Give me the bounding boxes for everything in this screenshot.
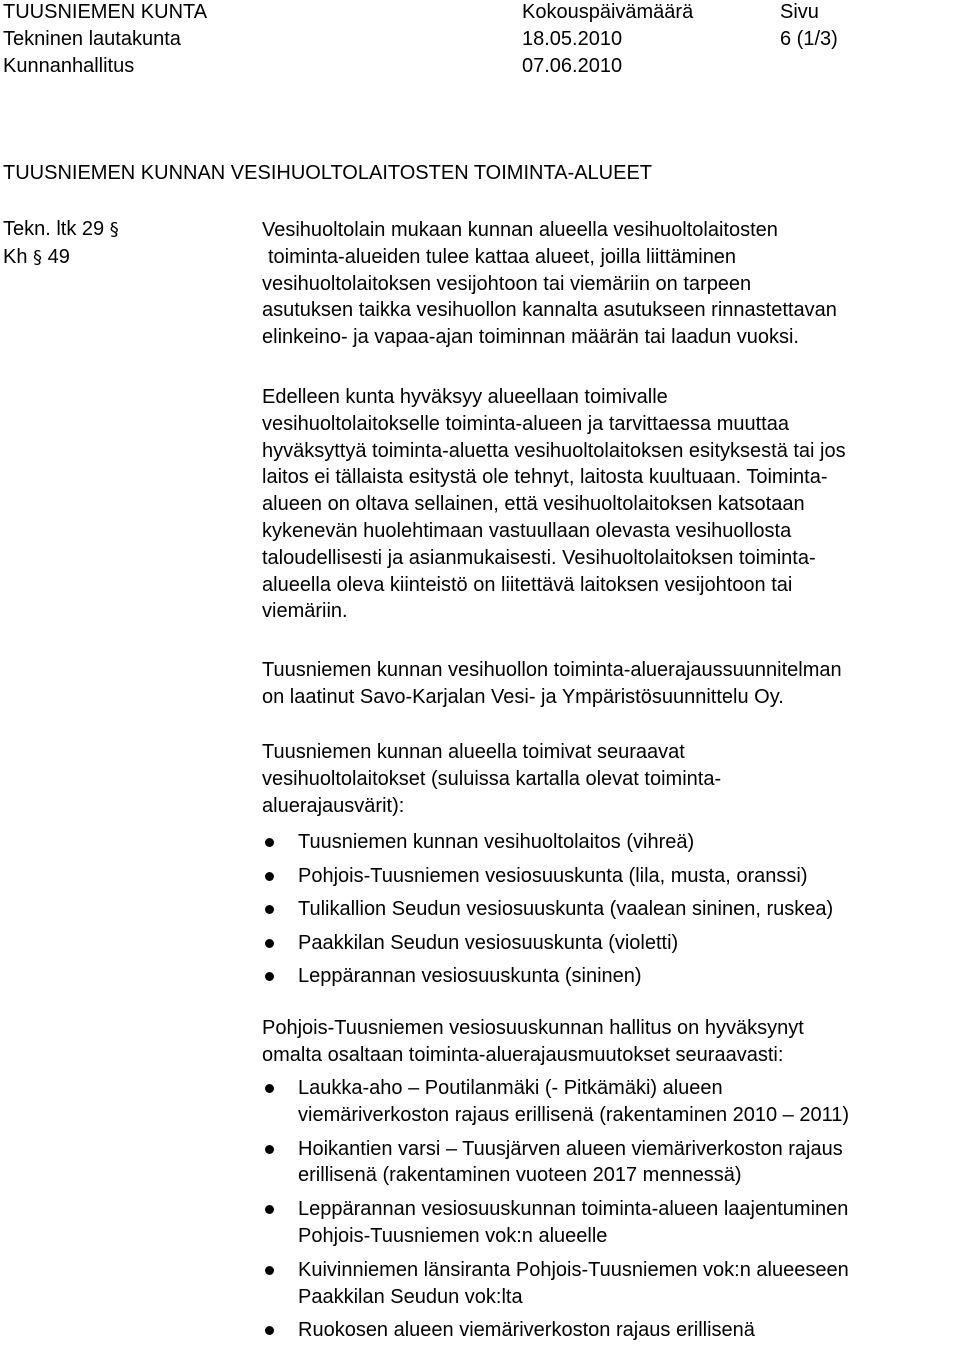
bullet-icon: [265, 872, 274, 881]
paragraph-5: [262, 1015, 956, 1069]
text-line: alueen on oltava sellainen, että vesihuoltolaitoksen katsotaan: [262, 493, 805, 516]
changes-list: [262, 1075, 956, 1344]
section-sign-icon: §: [109, 219, 119, 240]
section-sign-icon: §: [33, 247, 43, 268]
text-line: Pohjois-Tuusniemen vesiosuuskunnan hallitus on hyväksynyt: [262, 1017, 804, 1039]
bullet-icon: [265, 1145, 274, 1154]
bullet-icon: [265, 939, 274, 948]
bullet-icon: [265, 972, 274, 981]
bullet-icon: [265, 1326, 274, 1335]
meeting-date-label: Kokouspäivämäärä: [522, 1, 694, 23]
text-line: Edelleen kunta hyväksyy alueellaan toimivalle: [262, 386, 668, 408]
list-item: Laukka-aho – Poutilanmäki (- Pitkämäki) alueen viemäriverkoston rajaus erillisenä (rakentaminen 2010 – 2011): [262, 1075, 956, 1129]
text-line: viemäriin.: [262, 600, 348, 623]
list-item: Paakkilan Seudun vesiosuuskunta (violetti): [262, 927, 956, 961]
bullet-icon: [265, 905, 274, 914]
utilities-list: [262, 826, 956, 994]
text-line: toiminta-alueiden tulee kattaa alueet, joilla liittäminen: [268, 245, 737, 268]
list-item: Tuusniemen kunnan vesihuoltolaitos (vihreä): [262, 826, 956, 860]
paragraph-3: [262, 657, 956, 711]
text-line: alueella oleva kiinteistö on liitettävä laitoksen vesijohtoon tai: [262, 573, 793, 596]
bullet-icon: [265, 1084, 274, 1093]
text-line: vesihuoltolaitoksen vesijohtoon tai viemäriin on tarpeen: [262, 272, 752, 295]
meeting-date-1: 18.05.2010: [522, 28, 623, 50]
text-line: asutuksen taikka vesihuollon kannalta asutukseen rinnastettavan: [262, 299, 837, 322]
text-line: taloudellisesti ja asianmukaisesti. Vesihuoltolaitoksen toiminta-: [262, 546, 816, 569]
list-item: Tulikallion Seudun vesiosuuskunta (vaalean sininen, ruskea): [262, 893, 956, 927]
text-line: on laatinut Savo-Karjalan Vesi- ja Ympäristösuunnittelu Oy.: [262, 685, 784, 708]
text-line: Vesihuoltolain mukaan kunnan alueella vesihuoltolaitosten: [262, 219, 778, 241]
reference-tekn-ltk: [3, 217, 119, 242]
paragraph-2: [262, 384, 956, 625]
bullet-icon: [265, 1266, 274, 1275]
list-item: Ruokosen alueen viemäriverkoston rajaus erillisenä: [262, 1317, 956, 1344]
document-title: TUUSNIEMEN KUNNAN VESIHUOLTOLAITOSTEN TOIMINTA-ALUEET: [3, 162, 652, 184]
paragraph-4: [262, 739, 956, 819]
list-item: Leppärannan vesiosuuskunta (sininen): [262, 960, 956, 994]
text-line: laitos ei tällaista esitystä ole tehnyt, laitosta kuultuaan. Toiminta-: [262, 466, 828, 489]
reference-number: 49: [47, 246, 70, 268]
board-name-1: Tekninen lautakunta: [3, 28, 181, 50]
reference-body: Tekn. ltk 29: [3, 218, 105, 240]
board-name-2: Kunnanhallitus: [3, 55, 135, 77]
text-line: kykenevän huolehtimaan vastuullaan olevasta vesihuollosta: [262, 519, 792, 542]
text-line: omalta osaltaan toiminta-aluerajausmuutokset seuraavasti:: [262, 1043, 784, 1066]
bullet-icon: [265, 838, 274, 847]
text-line: vesihuoltolaitokselle toiminta-alueen ja tarvittaessa muuttaa: [262, 412, 789, 435]
paragraph-1: [262, 217, 956, 351]
text-line: aluerajausvärit):: [262, 794, 405, 817]
municipality-name: TUUSNIEMEN KUNTA: [3, 1, 208, 23]
bullet-icon: [265, 1205, 274, 1214]
meeting-date-2: 07.06.2010: [522, 55, 623, 77]
text-line: elinkeino- ja vapaa-ajan toiminnan määrän tai laadun vuoksi.: [262, 326, 799, 349]
text-line: hyväksyttyä toiminta-aluetta vesihuoltolaitoksen esityksestä tai jos: [262, 439, 846, 462]
page-number: 6 (1/3): [780, 28, 838, 50]
list-item: Pohjois-Tuusniemen vesiosuuskunta (lila, musta, oranssi): [262, 860, 956, 894]
list-item: Kuivinniemen länsiranta Pohjois-Tuusniemen vok:n alueeseen Paakkilan Seudun vok:lta: [262, 1257, 956, 1311]
list-item: Hoikantien varsi – Tuusjärven alueen viemäriverkoston rajaus erillisenä (rakentaminen vuoteen 2017 mennessä): [262, 1136, 956, 1190]
text-line: Tuusniemen kunnan vesihuollon toiminta-aluerajaussuunnitelman: [262, 659, 842, 681]
page-label: Sivu: [780, 1, 819, 23]
reference-kh: [3, 245, 70, 270]
text-line: vesihuoltolaitokset (suluissa kartalla olevat toiminta-: [262, 767, 722, 790]
list-item: Leppärannan vesiosuuskunnan toiminta-alueen laajentuminen Pohjois-Tuusniemen vok:n alueelle: [262, 1196, 956, 1250]
reference-body: Kh: [3, 246, 28, 268]
text-line: Tuusniemen kunnan alueella toimivat seuraavat: [262, 741, 685, 763]
